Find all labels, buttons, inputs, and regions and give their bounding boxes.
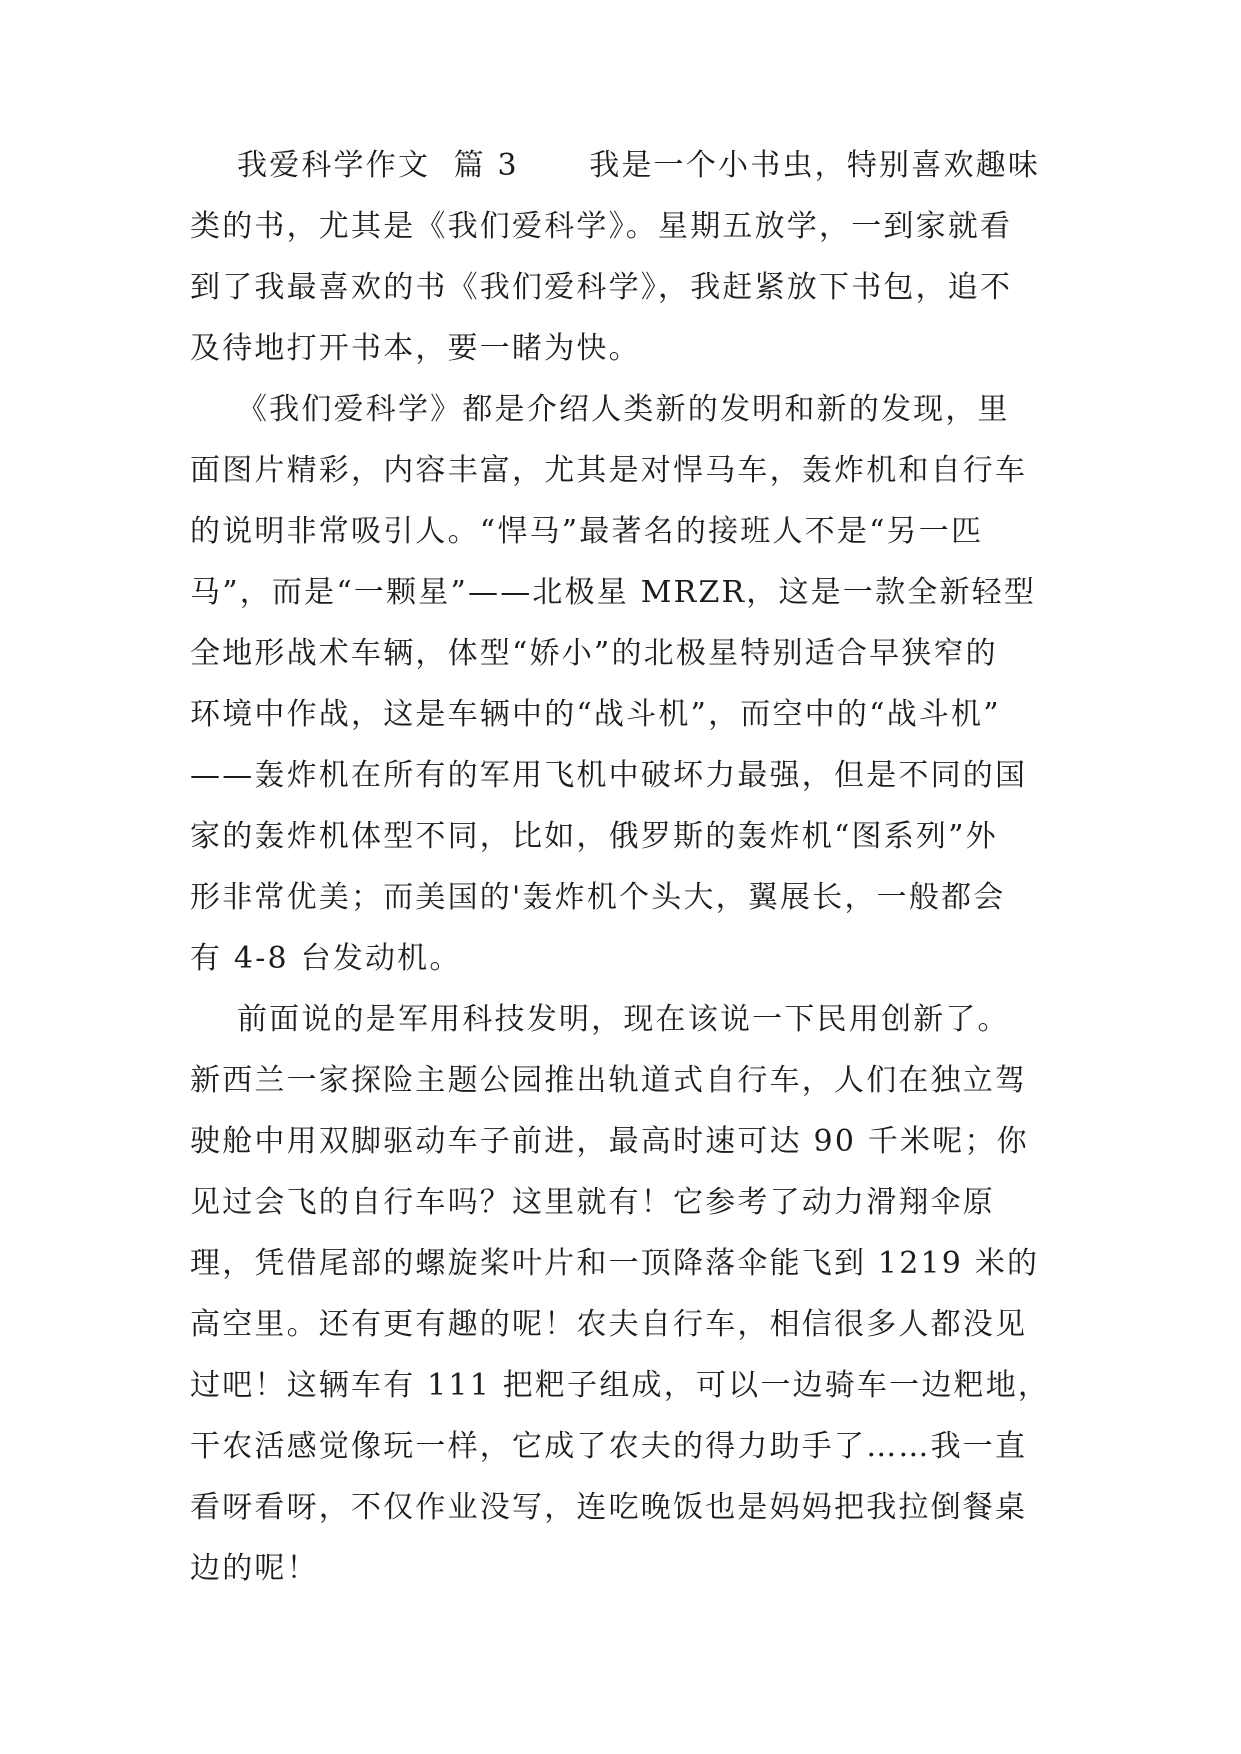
text-line: 有 4-8 台发动机。 (190, 941, 462, 976)
text-line: 形非常优美；而美国的'轰炸机个头大，翼展长，一般都会 (190, 880, 1006, 915)
text-line: 过吧！这辆车有 111 把粑子组成，可以一边骑车一边粑地， (190, 1368, 1051, 1403)
text-line: 驶舱中用双脚驱动车子前进，最高时速可达 90 千米呢；你 (190, 1124, 1029, 1159)
text-line: 看呀看呀，不仅作业没写，连吃晚饭也是妈妈把我拉倒餐桌 (190, 1490, 1028, 1525)
text-line: 高空里。还有更有趣的呢！农夫自行车，相信很多人都没见 (190, 1307, 1028, 1342)
text-line: 马”，而是“一颗星”——北极星 MRZR，这是一款全新轻型 (190, 575, 1037, 610)
text-line: 边的呢！ (190, 1551, 319, 1586)
text-line: 类的书，尤其是《我们爱科学》。星期五放学，一到家就看 (190, 209, 1013, 244)
text-line: 家的轰炸机体型不同，比如，俄罗斯的轰炸机“图系列”外 (190, 819, 998, 854)
text-line: 新西兰一家探险主题公园推出轨道式自行车，人们在独立驾 (190, 1063, 1028, 1098)
text-line: 我爱科学作文 篇 3 我是一个小书虫，特别喜欢趣味 (190, 148, 1041, 183)
text-line: 面图片精彩，内容丰富，尤其是对悍马车，轰炸机和自行车 (190, 453, 1028, 488)
text-line: 《我们爱科学》都是介绍人类新的发明和新的发现，里 (190, 392, 1010, 427)
text-line: 干农活感觉像玩一样，它成了农夫的得力助手了……我一直 (190, 1429, 1028, 1464)
text-line: 到了我最喜欢的书《我们爱科学》，我赶紧放下书包，追不 (190, 270, 1013, 305)
text-line: 全地形战术车辆，体型“娇小”的北极星特别适合早狭窄的 (190, 636, 998, 671)
text-line: ——轰炸机在所有的军用飞机中破坏力最强，但是不同的国 (190, 758, 1028, 793)
text-line: 理，凭借尾部的螺旋桨叶片和一顶降落伞能飞到 1219 米的 (190, 1246, 1040, 1281)
text-line: 前面说的是军用科技发明，现在该说一下民用创新了。 (190, 1002, 1010, 1037)
text-line: 见过会飞的自行车吗？这里就有！它参考了动力滑翔伞原 (190, 1185, 995, 1220)
text-line: 的说明非常吸引人。“悍马”最著名的接班人不是“另一匹 (190, 514, 984, 549)
text-line: 及待地打开书本，要一睹为快。 (190, 331, 641, 366)
text-line: 环境中作战，这是车辆中的“战斗机”，而空中的“战斗机” (190, 697, 1001, 732)
